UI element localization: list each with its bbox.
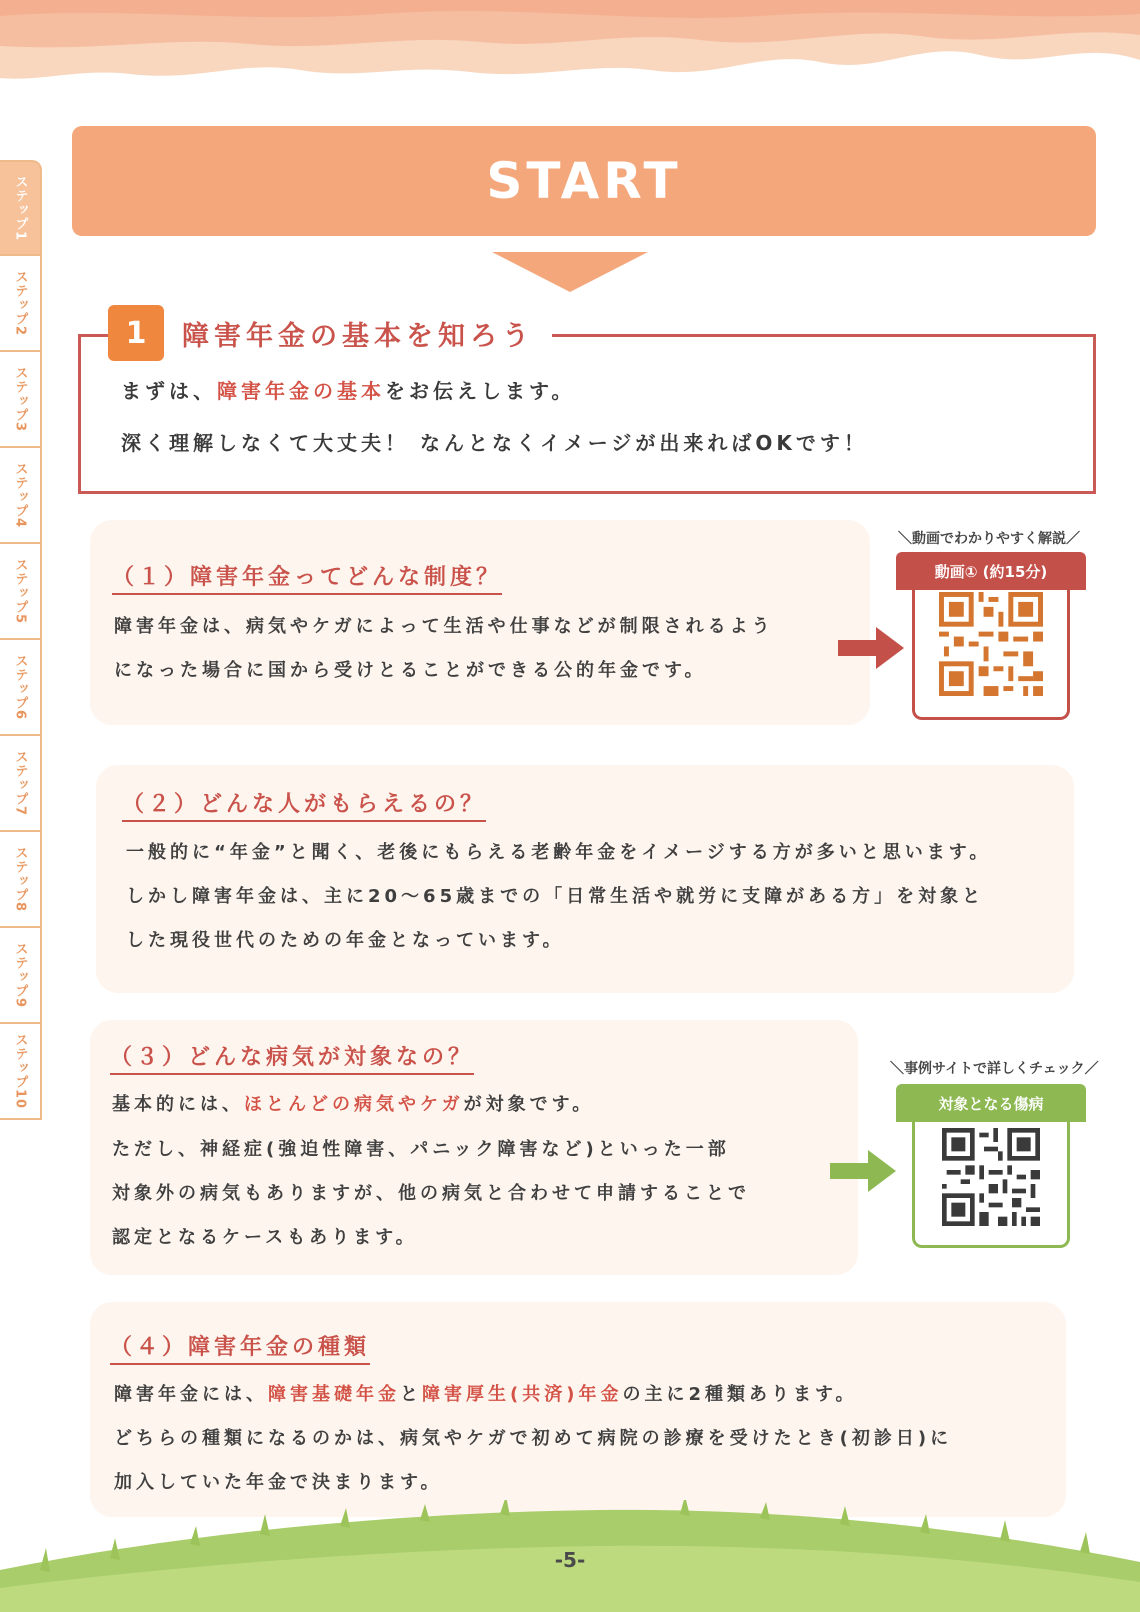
banner-title: START xyxy=(486,152,682,210)
side-tab-label: ステップ5 xyxy=(12,557,28,625)
side-tab-step8[interactable] xyxy=(0,832,42,928)
side-tab-step7[interactable] xyxy=(0,736,42,832)
qr-frame-cases xyxy=(912,1110,1070,1248)
side-tab-step2[interactable] xyxy=(0,256,42,352)
step-intro-line1 xyxy=(121,375,575,404)
section-title-1: （１）障害年金ってどんな制度？ xyxy=(112,560,502,595)
highlight-text: 障害基礎年金 xyxy=(268,1384,400,1405)
highlight-text: 障害厚生(共済)年金 xyxy=(422,1384,623,1405)
side-tab-label: ステップ4 xyxy=(12,461,28,529)
section-2-line: した現役世代のための年金となっています。 xyxy=(126,930,565,951)
side-tab-label: ステップ8 xyxy=(12,845,28,913)
qr-caption-cases: ＼事例サイトで詳しくチェック／ xyxy=(890,1061,1099,1077)
step-title: 障害年金の基本を知ろう xyxy=(182,320,534,352)
side-tab-step6[interactable] xyxy=(0,640,42,736)
section-4-line: どちらの種類になるのかは、病気やケガで初めて病院の診療を受けたとき(初診日)に xyxy=(114,1428,953,1449)
side-tab-label: ステップ7 xyxy=(12,749,28,817)
side-tab-label: ステップ10 xyxy=(12,1032,28,1110)
side-tab-step10[interactable] xyxy=(0,1024,42,1120)
side-tab-label: ステップ3 xyxy=(12,365,28,433)
top-watercolor-decoration xyxy=(0,0,1140,95)
step-heading xyxy=(108,305,552,361)
qr-label-video[interactable]: 動画① (約15分) xyxy=(896,552,1086,590)
text-segment: が対象です。 xyxy=(463,1094,595,1115)
section-3-line: 対象外の病気もありますが、他の病気と合わせて申請することで xyxy=(112,1183,750,1204)
qr-caption-video: ＼動画でわかりやすく解説／ xyxy=(898,531,1080,547)
step-number-badge: 1 xyxy=(108,305,164,361)
text-segment: の主に2種類あります。 xyxy=(622,1384,858,1405)
side-tab-step3[interactable] xyxy=(0,352,42,448)
text-segment: をお伝えします。 xyxy=(385,379,576,403)
text-segment: 基本的には、 xyxy=(112,1094,244,1115)
highlight-text: ほとんどの病気やケガ xyxy=(244,1094,464,1115)
section-4-line1 xyxy=(114,1380,858,1406)
step-intro-line2: 深く理解しなくて大丈夫！ なんとなくイメージが出来ればOKです！ xyxy=(121,431,868,455)
side-tab-step9[interactable] xyxy=(0,928,42,1024)
qr-frame-video xyxy=(912,578,1070,720)
arrow-right-icon xyxy=(830,1150,896,1192)
step-side-tabs xyxy=(0,160,44,1120)
section-3-line: 認定となるケースもあります。 xyxy=(112,1227,418,1248)
text-segment: まずは、 xyxy=(121,379,217,403)
arrow-right-icon xyxy=(838,627,904,669)
section-2-line: 一般的に“年金”と聞く、老後にもらえる老齢年金をイメージする方が多いと思います。 xyxy=(126,842,992,863)
side-tab-label: ステップ1 xyxy=(12,174,28,242)
side-tab-step5[interactable] xyxy=(0,544,42,640)
section-3-line1 xyxy=(112,1090,594,1116)
side-tab-step1[interactable] xyxy=(0,160,42,256)
qr-label-cases[interactable]: 対象となる傷病 xyxy=(896,1084,1086,1122)
text-segment: と xyxy=(400,1384,422,1405)
qr-code-icon[interactable] xyxy=(939,592,1043,696)
section-1-line: になった場合に国から受けとることができる公的年金です。 xyxy=(114,660,707,681)
section-3-line: ただし、神経症(強迫性障害、パニック障害など)といった一部 xyxy=(112,1139,730,1160)
section-1-line: 障害年金は、病気やケガによって生活や仕事などが制限されるよう xyxy=(114,616,774,637)
side-tab-label: ステップ2 xyxy=(12,269,28,337)
text-segment: 障害年金には、 xyxy=(114,1384,268,1405)
section-2-line: しかし障害年金は、主に20～65歳までの「日常生活や就労に支障がある方」を対象と xyxy=(126,886,985,907)
down-arrow-icon xyxy=(492,252,648,292)
highlight-text: 障害年金の基本 xyxy=(217,379,385,403)
section-title-2: （２）どんな人がもらえるの？ xyxy=(122,787,486,822)
start-banner xyxy=(72,126,1096,236)
section-title-3: （３）どんな病気が対象なの？ xyxy=(110,1040,474,1075)
qr-code-icon[interactable] xyxy=(942,1128,1040,1226)
page-number: -5- xyxy=(554,1548,586,1572)
side-tab-step4[interactable] xyxy=(0,448,42,544)
side-tab-label: ステップ6 xyxy=(12,653,28,721)
side-tab-label: ステップ9 xyxy=(12,941,28,1009)
section-title-4: （４）障害年金の種類 xyxy=(110,1330,370,1365)
section-4-line: 加入していた年金で決まります。 xyxy=(114,1472,443,1493)
